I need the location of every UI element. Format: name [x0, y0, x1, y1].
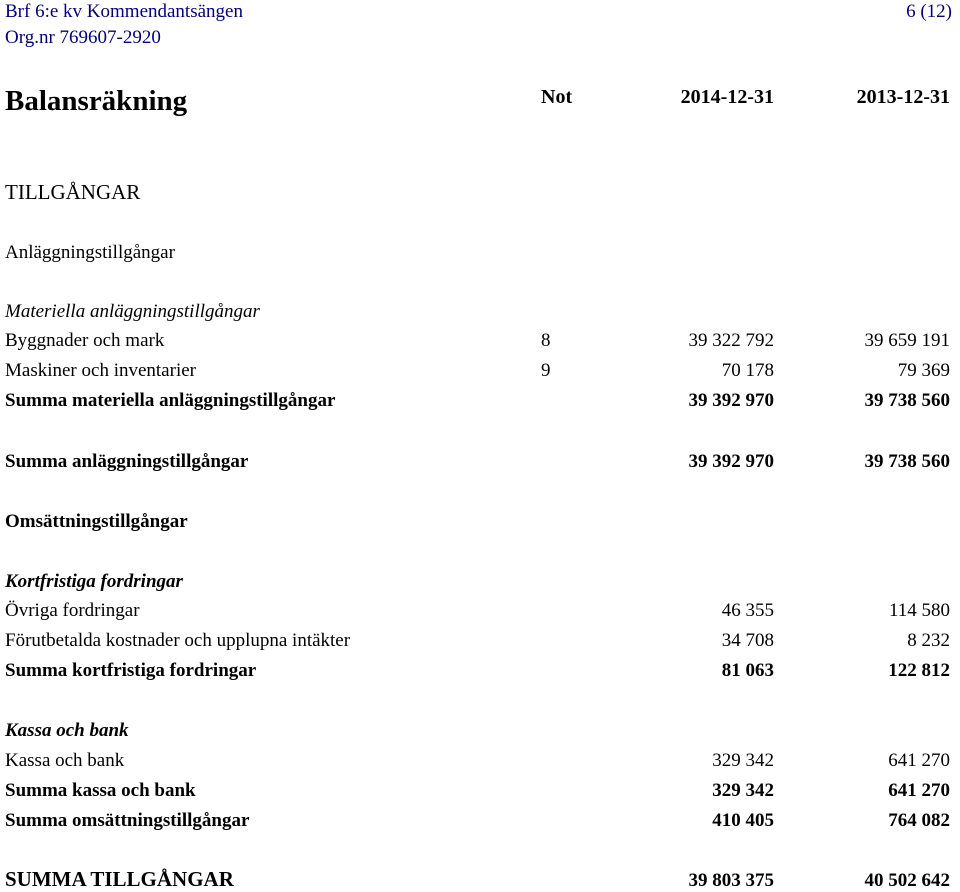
row-label: Förutbetalda kostnader och upplupna intäkter	[5, 630, 351, 651]
row-note: 9	[541, 360, 551, 381]
heading-kortfristiga: Kortfristiga fordringar	[5, 571, 183, 592]
row-label: Kassa och bank	[5, 750, 125, 771]
sum-prior: 641 270	[888, 780, 950, 801]
row-label: Byggnader och mark	[5, 330, 165, 351]
total-label: SUMMA TILLGÅNGAR	[5, 867, 234, 891]
page-number: 6 (12)	[906, 1, 952, 22]
row-label: Övriga fordringar	[5, 600, 140, 621]
sum-label: Summa kortfristiga fordringar	[5, 660, 257, 681]
col-header-not: Not	[541, 86, 573, 108]
row-prior: 39 659 191	[864, 330, 950, 351]
row-prior: 641 270	[888, 750, 950, 771]
sum-current: 410 405	[712, 810, 774, 831]
row-note: 8	[541, 330, 551, 351]
heading-kassa: Kassa och bank	[5, 720, 129, 741]
sum-label: Summa omsättningstillgångar	[5, 810, 250, 831]
sum-prior: 39 738 560	[864, 390, 950, 411]
row-current: 329 342	[712, 750, 774, 771]
page-title: Balansräkning	[5, 85, 188, 117]
section-tillgangar: TILLGÅNGAR	[5, 180, 141, 204]
heading-materiella: Materiella anläggningstillgångar	[5, 301, 260, 322]
row-current: 34 708	[721, 630, 774, 651]
sum-label: Summa kassa och bank	[5, 780, 196, 801]
sum-current: 81 063	[721, 660, 774, 681]
row-prior: 8 232	[907, 630, 950, 651]
row-current: 70 178	[721, 360, 774, 381]
col-header-prior: 2013-12-31	[856, 86, 950, 108]
heading-anlaggningstillgangar: Anläggningstillgångar	[5, 242, 175, 263]
total-prior: 40 502 642	[864, 870, 950, 891]
sum-current: 39 392 970	[688, 390, 774, 411]
heading-omsattningstillgangar: Omsättningstillgångar	[5, 511, 188, 532]
row-current: 39 322 792	[688, 330, 774, 351]
row-prior: 114 580	[888, 600, 950, 621]
sum-current: 39 392 970	[688, 451, 774, 472]
company-name: Brf 6:e kv Kommendantsängen	[5, 1, 243, 22]
row-current: 46 355	[721, 600, 774, 621]
org-number: Org.nr 769607-2920	[5, 27, 161, 48]
row-prior: 79 369	[897, 360, 950, 381]
sum-prior: 122 812	[888, 660, 950, 681]
sum-label: Summa anläggningstillgångar	[5, 451, 249, 472]
sum-prior: 764 082	[888, 810, 950, 831]
col-header-current: 2014-12-31	[680, 86, 774, 108]
sum-label: Summa materiella anläggningstillgångar	[5, 390, 336, 411]
sum-prior: 39 738 560	[864, 451, 950, 472]
sum-current: 329 342	[712, 780, 774, 801]
row-label: Maskiner och inventarier	[5, 360, 196, 381]
total-current: 39 803 375	[688, 870, 774, 891]
